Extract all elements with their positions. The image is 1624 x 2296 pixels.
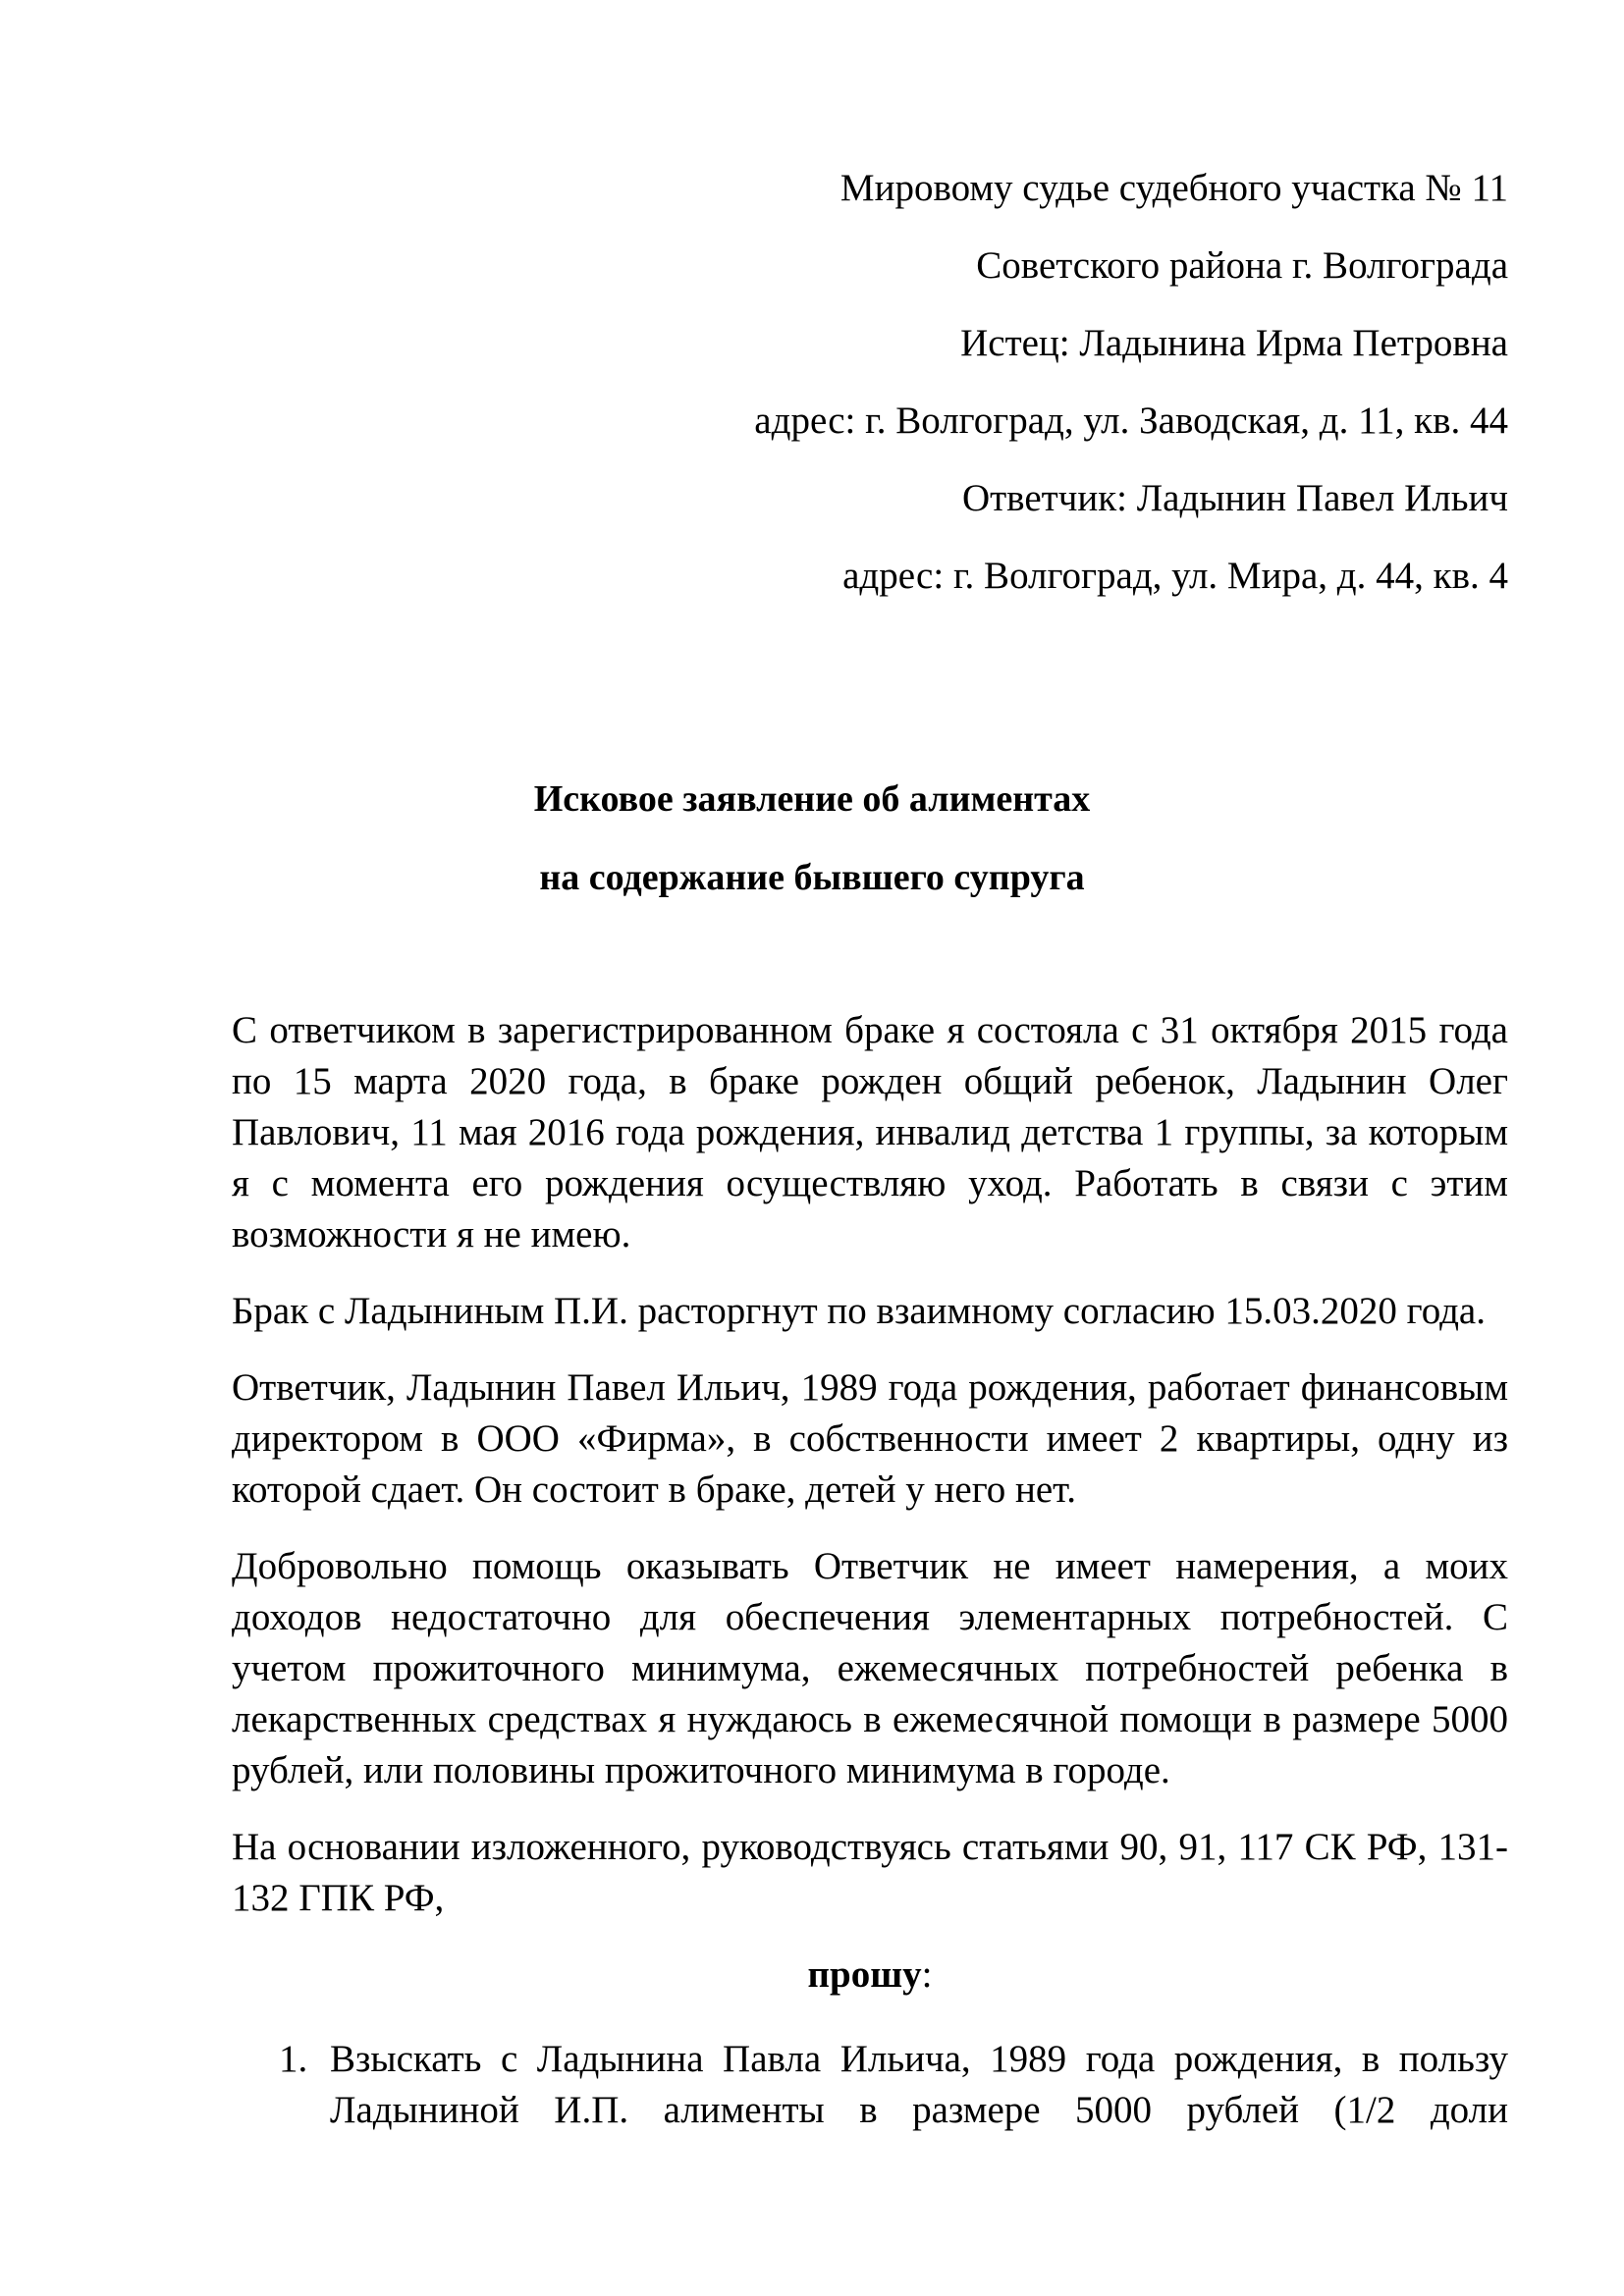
paragraph-marriage: С ответчиком в зарегистрированном браке я состояла с 31 октября 2015 года по 15 марта 2020 года, в браке рожден общий ребенок, Ладынин Олег Павлович, 11 мая 2016 года рождения, инвалид детства 1 группы, за которым я с момента его рождения осуществляю уход. Работать в связи с этим возможности я не имею. [232, 1009, 1508, 1255]
paragraph-defendant: Ответчик, Ладынин Павел Ильич, 1989 года рождения, работает финансовым директором в ООО «Фирма», в собственности имеет 2 квартиры, одну из которой сдает. Он состоит в браке, детей у него нет. [232, 1366, 1508, 1511]
paragraph-need: Добровольно помощь оказывать Ответчик не имеет намерения, а моих доходов недостаточно для обеспечения элементарных потребностей. С учетом прожиточного минимума, ежемесячных потребностей ребенка в лекарственных средствах я нуждаюсь в ежемесячной помощи в размере 5000 рублей, или половины прожиточного минимума в городе. [232, 1545, 1508, 1791]
document-body [232, 1005, 1508, 2136]
request-list [232, 2034, 1508, 2136]
list-item-number: 1. [279, 2038, 308, 2080]
request-word: прошу [807, 1953, 922, 1996]
document-title-line-1: Исковое заявление об алиментах [533, 778, 1091, 820]
list-item [232, 2034, 1508, 2136]
plaintiff-name: Истец: Ладынина Ирма Петровна [960, 322, 1508, 364]
plaintiff-address: адрес: г. Волгоград, ул. Заводская, д. 11, кв. 44 [754, 400, 1508, 442]
defendant-address: адрес: г. Волгоград, ул. Мира, д. 44, кв. 4 [842, 555, 1508, 597]
document-title-line-2: на содержание бывшего супруга [539, 857, 1085, 898]
request-heading [232, 1949, 1508, 2001]
addressee-court: Мировому судье судебного участка № 11 [839, 167, 1508, 209]
list-item-text: Взыскать с Ладынина Павла Ильича, 1989 года рождения, в пользу Ладыниной И.П. алименты в размере 5000 рублей (1/2 доли [330, 2038, 1508, 2131]
paragraph-divorce: Брак с Ладыниным П.И. расторгнут по взаимному согласию 15.03.2020 года. [232, 1290, 1486, 1332]
addressee-block [526, 149, 1508, 614]
defendant-name: Ответчик: Ладынин Павел Ильич [961, 477, 1508, 519]
request-colon: : [921, 1953, 933, 1996]
paragraph-legal-basis: На основании изложенного, руководствуясь статьями 90, 91, 117 СК РФ, 131-132 ГПК РФ, [232, 1826, 1508, 1919]
addressee-district: Советского района г. Волгограда [976, 244, 1508, 287]
